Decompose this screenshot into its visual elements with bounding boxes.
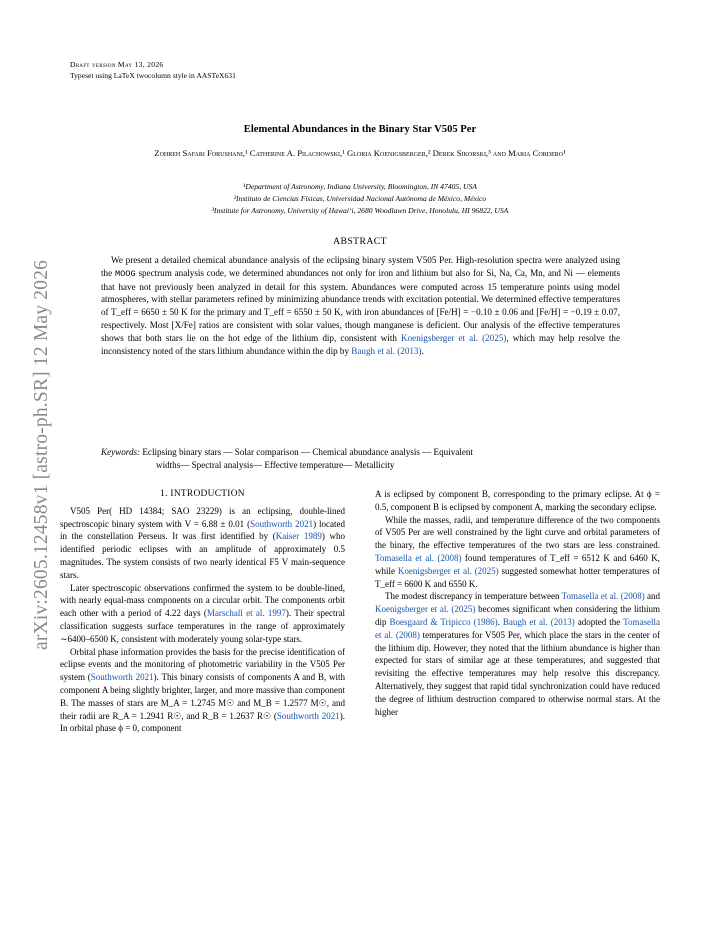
abstract-text-3: , which may help resolve the inconsistency noted of the stars lithium abundance within the dip by: [101, 332, 620, 356]
citation-link[interactable]: Koenigsberger et al. (2025): [401, 332, 507, 343]
section-heading: 1. INTRODUCTION: [160, 489, 245, 499]
affiliation-1: ¹Department of Astronomy, Indiana University, Bloomington, IN 47405, USA: [243, 182, 477, 191]
typeset-line: Typeset using LaTeX twocolumn style in AASTeX631: [70, 70, 236, 80]
citation-link[interactable]: Marschall et al. 1997: [206, 608, 286, 619]
citation-link[interactable]: Southworth 2021: [276, 710, 340, 721]
intro-paragraph-1: V505 Per( HD 14384; SAO 23229) is an eclipsing, double-lined spectroscopic binary system with V = 6.88 ± 0.01 (Southworth 2021) located in the constellation Perseus. It was first identified by (Kaiser 1989) who identified periodic eclipses with an amplitude of approximately 0.5 magnitudes. The system consists of two nearly identical F5 V main-sequence stars.: [60, 505, 345, 580]
keywords-label: Keywords:: [101, 447, 141, 457]
citation-link[interactable]: Boesgaard & Tripicco (1986): [389, 616, 498, 627]
intro-paragraph-5: While the masses, radii, and temperature difference of the two components of V505 Per are well constrained by the light curve and orbital parameters of the binary, the effective temperatures of the two stars are less constrained. Tomasella et al. (2008) found temperatures of T_eff = 6512 K and 6460 K, while Koenigsberger et al. (2025) suggested somewhat hotter temperatures of T_eff = 6600 K and 6550 K.: [375, 514, 660, 589]
citation-link[interactable]: Baugh et al. (2013): [502, 616, 575, 627]
keywords: [101, 446, 620, 472]
citation-link[interactable]: Koenigsberger et al. (2025): [397, 565, 499, 576]
citation-link[interactable]: Tomasella et al. (2008): [375, 552, 462, 563]
intro-paragraph-3: Orbital phase information provides the basis for the precise identification of eclipse events and the monitoring of photometric variability in the V505 Per system (Southworth 2021). This binary consists of components A and B, with component A being slightly brighter, larger, and more massive than component B. The masses of stars are M_A = 1.2745 M☉ and M_B = 1.2577 M☉, and their radii are R_A = 1.2941 R☉, and R_B = 1.2637 R☉ (Southworth 2021). In orbital phase ϕ = 0, component: [60, 646, 346, 734]
abstract-body: [101, 254, 620, 357]
right-column: [375, 488, 660, 718]
affiliation-3: ³Institute for Astronomy, University of Hawaiʻi, 2680 Woodlawn Drive, Honolulu, HI 96822, USA: [211, 206, 509, 215]
abstract-text-1: We present a detailed chemical abundance analysis of the eclipsing binary system V505 Per. High-resolution spectra were analyzed using the: [101, 255, 620, 278]
citation-link[interactable]: Koenigsberger et al. (2025): [375, 604, 476, 615]
left-column: [60, 488, 345, 735]
keywords-line-2: widths— Spectral analysis— Effective temperature— Metallicity: [156, 460, 395, 470]
author-list: Zohreh Safari Forushani,¹ Catherine A. Pilachowski,¹ Gloria Koenigsberger,² Derek Sikorski,³ and Maria Cordero¹: [154, 148, 566, 158]
keywords-line-1: Eclipsing binary stars — Solar comparison — Chemical abundance analysis — Equivalent: [142, 447, 473, 457]
citation-link[interactable]: Tomasella et al. (2008): [375, 616, 660, 640]
code-name: MOOG: [114, 268, 136, 279]
intro-paragraph-6: The modest discrepancy in temperature between Tomasella et al. (2008) and Koenigsberger et al. (2025) becomes significant when considering the lithium dip Boesgaard & Tripicco (1986). Baugh et al. (2013) adopted the Tomasella et al. (2008) temperatures for V505 Per, which place the stars in the center of the lithium dip. However, they noted that the lithium abundance is higher than expected for stars of similar age at these temperatures, and suggested that revisiting the effective temperatures may help resolve this discrepancy. Alternatively, they suggest that rapid tidal synchronization could have reduced the degree of lithium destruction compared to otherwise normal stars. At the higher: [375, 591, 661, 717]
paper-title: Elemental Abundances in the Binary Star V505 Per: [243, 124, 477, 135]
citation-link[interactable]: Southworth 2021: [250, 518, 314, 529]
affiliation-2: ²Instituto de Ciencias Físicas, Universidad Nacional Autónoma de México, México: [233, 194, 487, 203]
abstract-text-4: .: [421, 345, 424, 356]
intro-paragraph-2: Later spectroscopic observations confirmed the system to be double-lined, with nearly equal-mass components on a circular orbit. The components orbit each other with a period of 4.22 days (Marschall et al. 1997). Their spectral classification suggests surface temperatures in the range of approximately ∼6400–6500 K, consistent with moderately young solar-type stars.: [60, 582, 345, 644]
citation-link[interactable]: Baugh et al. (2013): [351, 345, 422, 356]
arxiv-identifier: arXiv:2605.12458v1 [astro-ph.SR] 12 May 2026: [31, 259, 52, 651]
citation-link[interactable]: Tomasella et al. (2008): [561, 591, 645, 602]
abstract-text-2: spectrum analysis code, we determined abundances not only for iron and lithium but also for Si, Na, Ca, Mn, and Ni — elements that have not previously been analyzed in detail for this system. Abundances were computed across 15 temperature points using model atmospheres, with stellar parameters refined by minimizing abundance trends with excitation potential. We determined effective temperatures of T_eff = 6650 ± 50 K for the primary and T_eff = 6550 ± 50 K, with iron abundances of [Fe/H] = −0.10 ± 0.06 and [Fe/H] = −0.19 ± 0.07, respectively. Most [X/Fe] ratios are consistent with solar values, though manganese is deficient. Our analysis of the effective temperatures shows that both stars lie on the hot edge of the lithium dip, consistent with: [101, 267, 620, 343]
intro-paragraph-4: A is eclipsed by component B, corresponding to the primary eclipse. At ϕ = 0.5, component B is eclipsed by component A, marking the secondary eclipse.: [375, 489, 660, 512]
citation-link[interactable]: Southworth 2021: [90, 672, 154, 683]
citation-link[interactable]: Kaiser 1989: [275, 531, 322, 542]
draft-version-line: Draft version May 13, 2026: [70, 60, 164, 69]
abstract-heading: ABSTRACT: [333, 236, 387, 247]
draft-header: [70, 60, 236, 81]
affiliations: [70, 181, 650, 217]
